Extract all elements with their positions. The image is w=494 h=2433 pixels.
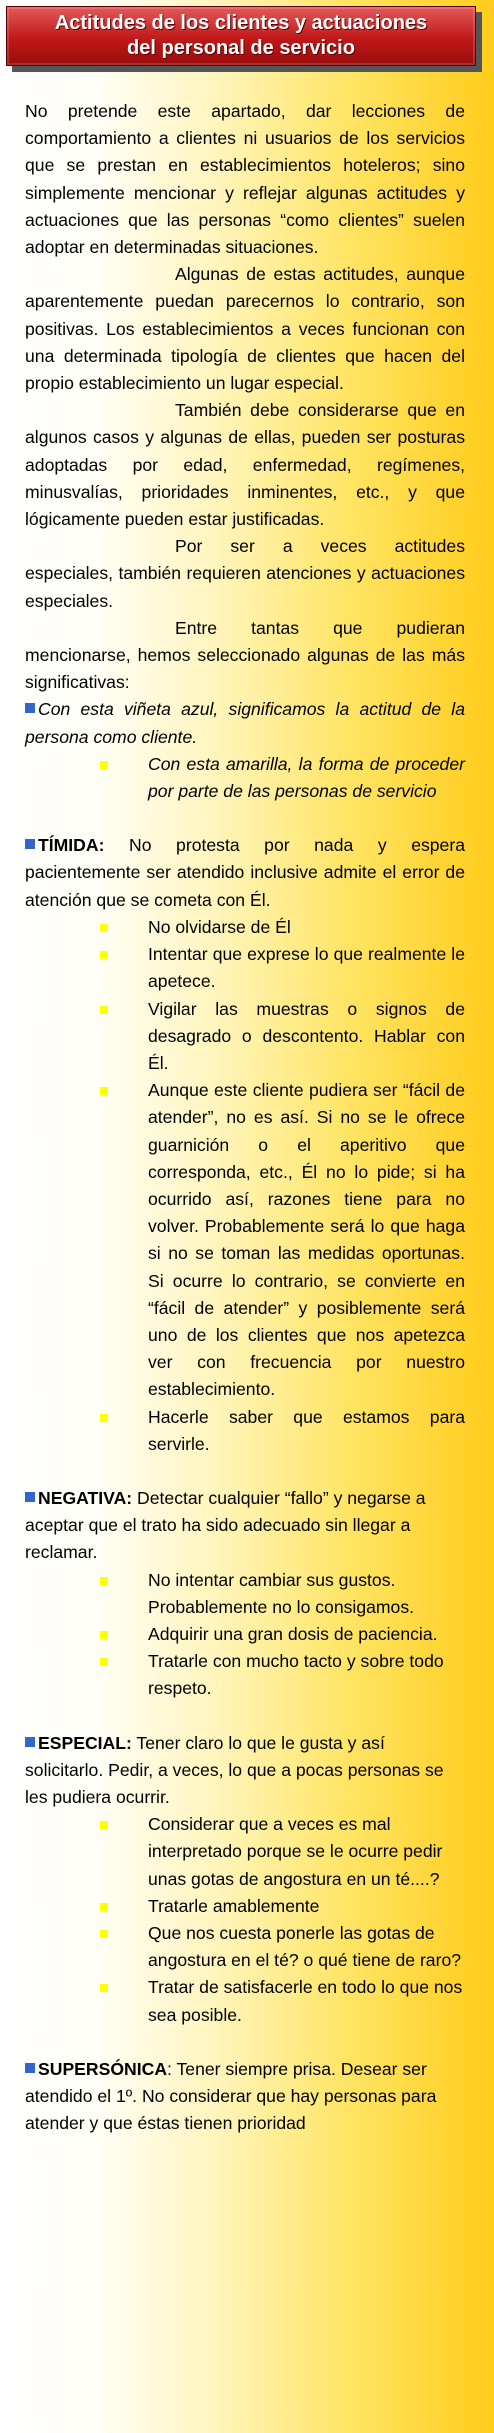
list-item: Tratar de satisfacerle en todo lo que nos sea posible.: [148, 1974, 465, 2028]
yellow-square-bullet-icon: [100, 1006, 108, 1014]
list-item: Considerar que a veces es mal interpretado porque se le ocurre pedir unas gotas de angostura en un té....?: [148, 1811, 465, 1893]
section-title: TÍMIDA:: [38, 835, 105, 856]
yellow-square-bullet-icon: [100, 1903, 108, 1911]
list-item: No olvidarse de Él: [148, 914, 465, 941]
section-title: ESPECIAL:: [38, 1732, 132, 1753]
yellow-square-bullet-icon: [100, 1087, 108, 1095]
legend-yellow: Con esta amarilla, la forma de proceder por parte de las personas de servicio: [148, 751, 465, 805]
section-negativa: [25, 1485, 465, 1567]
section-description: No protesta por nada y espera pacientemente ser atendido inclusive admite el error de atención que se cometa con Él.: [25, 835, 465, 910]
list-item: Vigilar las muestras o signos de desagrado o descontento. Hablar con Él.: [148, 996, 465, 1078]
yellow-square-bullet-icon: [100, 1930, 108, 1938]
list-item: Que nos cuesta ponerle las gotas de angostura en el té? o qué tiene de raro?: [148, 1920, 465, 1974]
list-item: No intentar cambiar sus gustos. Probablemente no lo consigamos.: [148, 1567, 465, 1621]
legend-blue: Con esta viñeta azul, significamos la actitud de la persona como cliente.: [25, 699, 465, 747]
intro-paragraph-3: También debe considerarse que en algunos casos y algunas de ellas, pueden ser posturas adoptadas por edad, enfermedad, regímenes, minusvalías, prioridades inminentes, etc., y que lógicamente pueden estar justificadas.: [25, 400, 465, 530]
page-title: [55, 11, 427, 61]
negativa-actions-list: [25, 1567, 465, 1703]
article-body: [25, 98, 465, 2137]
title-line-1: Actitudes de los clientes y actuaciones: [54, 12, 428, 34]
blue-square-bullet-icon: [25, 1737, 35, 1747]
blue-square-bullet-icon: [25, 1492, 35, 1502]
list-item: Adquirir una gran dosis de paciencia.: [148, 1621, 465, 1648]
yellow-square-bullet-icon: [100, 1577, 108, 1585]
list-item: Aunque este cliente pudiera ser “fácil de atender”, no es así. Si no se le ofrece guarnición o el aperitivo que corresponda, etc., Él no lo pide; si ha ocurrido así, razones tiene para no volver. Probablemente será lo que haga si no se toman las medidas oportunas. Si ocurre lo contrario, se convierte en “fácil de atender” y posiblemente será uno de los clientes que nos apetezca ver con frecuencia por nuestro establecimiento.: [148, 1077, 465, 1403]
blue-square-bullet-icon: [25, 2063, 35, 2073]
section-supersonica: [25, 2056, 465, 2138]
intro-paragraph-4: Por ser a veces actitudes especiales, también requieren atenciones y actuaciones especiales.: [25, 536, 465, 611]
section-description: Tener claro lo que le gusta y así solicitarlo. Pedir, a veces, lo que a pocas personas se les pudiera ocurrir.: [25, 1732, 444, 1807]
section-title: SUPERSÓNICA: [38, 2058, 168, 2079]
section-title: NEGATIVA:: [38, 1487, 133, 1508]
yellow-square-bullet-icon: [100, 1658, 108, 1666]
list-item: Hacerle saber que estamos para servirle.: [148, 1404, 465, 1458]
list-item: Intentar que exprese lo que realmente le apetece.: [148, 941, 465, 995]
legend-yellow-list: [25, 751, 465, 805]
intro-paragraph-5: Entre tantas que pudieran mencionarse, hemos seleccionado algunas de las más significativas:: [25, 617, 465, 693]
blue-square-bullet-icon: [25, 703, 35, 713]
yellow-square-bullet-icon: [100, 951, 108, 959]
list-item: Tratarle amablemente: [148, 1893, 465, 1920]
yellow-square-bullet-icon: [100, 1414, 108, 1422]
yellow-square-bullet-icon: [100, 1631, 108, 1639]
section-timida: [25, 832, 465, 914]
list-item: Tratarle con mucho tacto y sobre todo respeto.: [148, 1648, 465, 1702]
section-especial: [25, 1730, 465, 1812]
yellow-square-bullet-icon: [100, 761, 108, 769]
especial-actions-list: [25, 1811, 465, 2029]
section-description: : Tener siempre prisa. Desear ser atendido el 1º. No considerar que hay personas para atender y que éstas tienen prioridad: [25, 2058, 437, 2134]
timida-actions-list: [25, 914, 465, 1458]
title-line-2: del personal de servicio: [127, 37, 355, 59]
yellow-square-bullet-icon: [100, 1984, 108, 1992]
yellow-square-bullet-icon: [100, 924, 108, 932]
yellow-square-bullet-icon: [100, 1821, 108, 1829]
blue-square-bullet-icon: [25, 839, 35, 849]
page-header: [6, 6, 476, 66]
intro-paragraph-1: No pretende este apartado, dar lecciones de comportamiento a clientes ni usuarios de los servicios que se prestan en establecimientos hoteleros; sino simplemente mencionar y reflejar algunas actitudes y actuaciones que las personas “como clientes” suelen adoptar en determinadas situaciones.: [25, 101, 465, 258]
intro-paragraph-2: Algunas de estas actitudes, aunque aparentemente puedan parecernos lo contrario, son positivas. Los establecimientos a veces funcionan con una determinada tipología de clientes que hacen del propio establecimiento un lugar especial.: [25, 264, 465, 394]
section-description: Detectar cualquier “fallo” y negarse a aceptar que el trato ha sido adecuado sin llegar a reclamar.: [25, 1487, 426, 1563]
